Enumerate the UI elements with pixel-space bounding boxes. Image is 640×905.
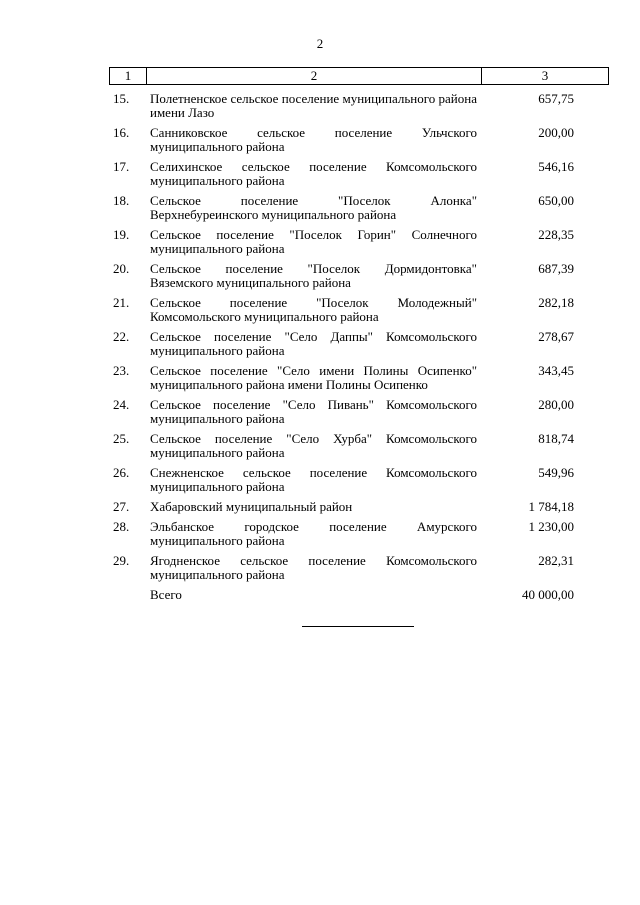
row-value: 343,45 xyxy=(538,363,574,378)
row-name: Сельское поселение "Поселок Алонка" Верхнебуреинского муниципального района xyxy=(150,193,477,222)
table-row xyxy=(109,398,609,426)
row-name: Селихинское сельское поселение Комсомольского муниципального района xyxy=(150,159,477,188)
header-col-3: 3 xyxy=(482,68,609,85)
row-number: 19. xyxy=(113,227,130,242)
row-value: 1 784,18 xyxy=(528,499,574,514)
table-row xyxy=(109,554,609,582)
row-name: Эльбанское городское поселение Амурского муниципального района xyxy=(150,519,477,548)
total-value: 40 000,00 xyxy=(522,587,574,602)
row-value: 687,39 xyxy=(538,261,574,276)
table-row xyxy=(109,520,609,548)
table-row xyxy=(109,364,609,392)
table-header xyxy=(109,67,609,85)
row-number: 23. xyxy=(113,363,130,378)
row-value: 278,67 xyxy=(538,329,574,344)
row-name: Полетненское сельское поселение муниципального района имени Лазо xyxy=(150,91,477,120)
table-row xyxy=(109,432,609,460)
row-number: 16. xyxy=(113,125,130,140)
table-body xyxy=(109,92,609,602)
row-name: Санниковское сельское поселение Ульчского муниципального района xyxy=(150,125,477,154)
row-name: Сельское поселение "Село Хурба" Комсомольского муниципального района xyxy=(150,431,477,460)
row-value: 650,00 xyxy=(538,193,574,208)
row-value: 282,31 xyxy=(538,553,574,568)
total-label: Всего xyxy=(150,587,182,602)
row-value: 228,35 xyxy=(538,227,574,242)
row-number: 18. xyxy=(113,193,130,208)
row-name: Сельское поселение "Село Пивань" Комсомольского муниципального района xyxy=(150,397,477,426)
row-number: 28. xyxy=(113,519,130,534)
table-row xyxy=(109,160,609,188)
row-value: 282,18 xyxy=(538,295,574,310)
row-number: 21. xyxy=(113,295,130,310)
table-row xyxy=(109,92,609,120)
row-number: 24. xyxy=(113,397,130,412)
header-col-1: 1 xyxy=(110,68,147,85)
row-value: 280,00 xyxy=(538,397,574,412)
row-value: 549,96 xyxy=(538,465,574,480)
row-value: 1 230,00 xyxy=(528,519,574,534)
row-name: Хабаровский муниципальный район xyxy=(150,499,353,514)
table-row xyxy=(109,500,609,514)
row-number: 27. xyxy=(113,499,130,514)
table-row xyxy=(109,194,609,222)
row-number: 17. xyxy=(113,159,130,174)
table-row xyxy=(109,126,609,154)
table-row xyxy=(109,296,609,324)
row-value: 200,00 xyxy=(538,125,574,140)
header-col-2: 2 xyxy=(147,68,482,85)
total-row xyxy=(109,588,609,602)
row-number: 22. xyxy=(113,329,130,344)
row-name: Сельское поселение "Село имени Полины Осипенко" муниципального района имени Полины Осипенко xyxy=(150,363,477,392)
row-name: Сельское поселение "Село Даппы" Комсомольского муниципального района xyxy=(150,329,477,358)
row-number: 15. xyxy=(113,91,130,106)
row-number: 25. xyxy=(113,431,130,446)
row-value: 657,75 xyxy=(538,91,574,106)
table-row xyxy=(109,466,609,494)
row-number: 26. xyxy=(113,465,130,480)
table-row xyxy=(109,330,609,358)
row-number: 20. xyxy=(113,261,130,276)
row-name: Ягодненское сельское поселение Комсомольского муниципального района xyxy=(150,553,477,582)
table-row xyxy=(109,228,609,256)
table-row xyxy=(109,262,609,290)
row-value: 546,16 xyxy=(538,159,574,174)
row-name: Сельское поселение "Поселок Молодежный" Комсомольского муниципального района xyxy=(150,295,477,324)
page-number: 2 xyxy=(316,36,324,51)
row-value: 818,74 xyxy=(538,431,574,446)
row-name: Сельское поселение "Поселок Горин" Солнечного муниципального района xyxy=(150,227,477,256)
row-name: Снежненское сельское поселение Комсомольского муниципального района xyxy=(150,465,477,494)
row-number: 29. xyxy=(113,553,130,568)
row-name: Сельское поселение "Поселок Дормидонтовка" Вяземского муниципального района xyxy=(150,261,477,290)
end-divider xyxy=(302,626,414,627)
